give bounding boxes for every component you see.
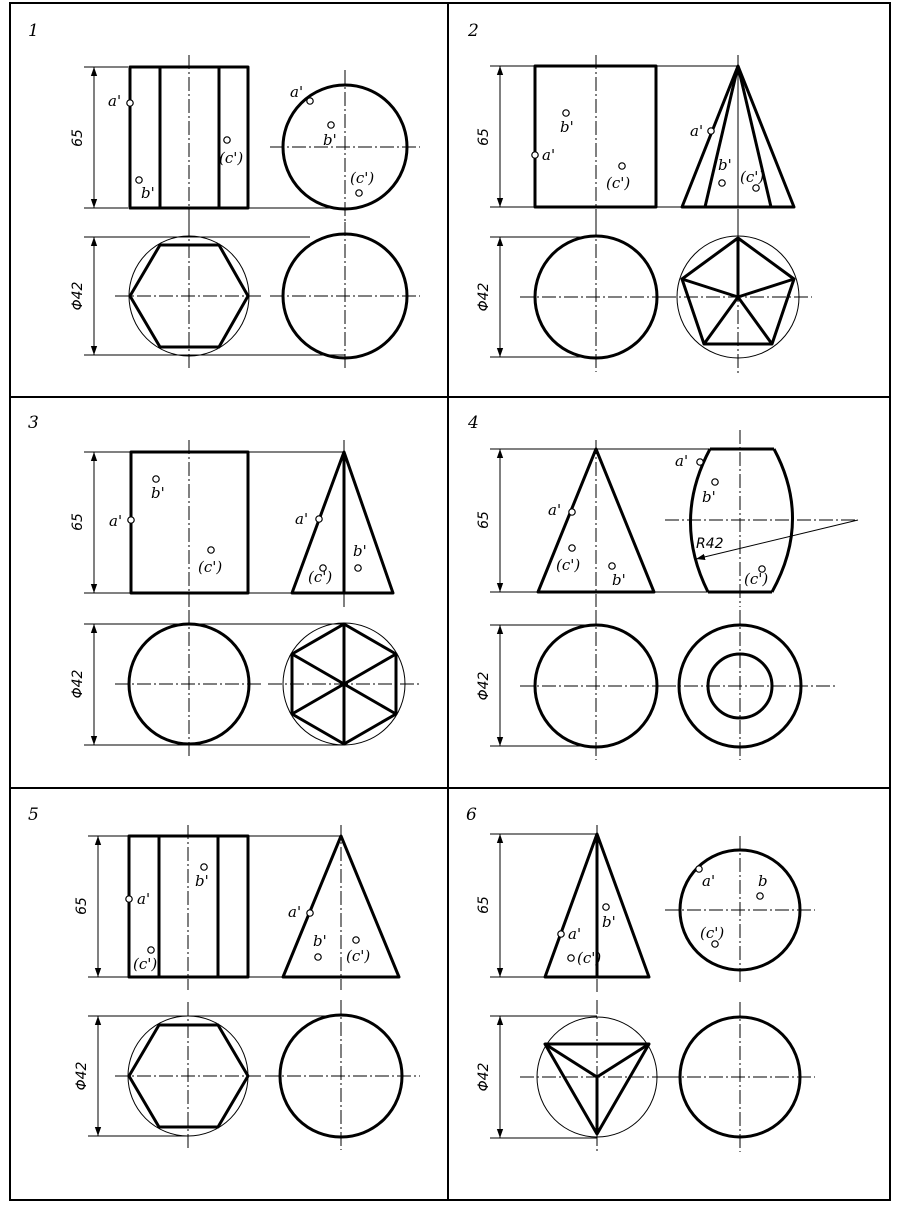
svg-text:65: 65 <box>74 897 90 915</box>
panel-6 <box>466 805 815 1152</box>
top-view-hexagon <box>115 1002 262 1150</box>
point-c <box>569 545 575 551</box>
svg-text:a': a' <box>690 122 704 140</box>
svg-text:a': a' <box>548 501 562 519</box>
panel-number: 4 <box>468 413 479 433</box>
svg-text:b': b' <box>323 131 337 149</box>
panel-1 <box>28 21 420 370</box>
svg-text:(c'): (c') <box>219 149 244 167</box>
svg-text:b': b' <box>718 156 732 174</box>
point-b-sphere <box>757 893 763 899</box>
svg-text:Φ42: Φ42 <box>70 281 86 311</box>
point-c-sphere <box>356 190 362 196</box>
panel-number: 5 <box>28 805 39 825</box>
svg-text:a': a' <box>288 903 302 921</box>
point-b <box>609 563 615 569</box>
panel-3 <box>28 413 420 758</box>
svg-text:(c'): (c') <box>556 556 581 574</box>
svg-text:b': b' <box>602 913 616 931</box>
svg-text:(c'): (c') <box>350 169 375 187</box>
point-b-pyramid <box>355 565 361 571</box>
svg-text:b': b' <box>560 118 574 136</box>
point-c <box>208 547 214 553</box>
svg-text:65: 65 <box>70 129 86 147</box>
svg-text:(c'): (c') <box>346 947 371 965</box>
point-a <box>558 931 564 937</box>
svg-text:(c'): (c') <box>198 558 223 576</box>
point-b-cone <box>315 954 321 960</box>
point-a-sphere <box>307 98 313 104</box>
panel-4 <box>467 413 858 760</box>
svg-text:a': a' <box>675 452 689 470</box>
svg-text:65: 65 <box>476 896 492 914</box>
top-view-hexagon <box>268 623 420 745</box>
svg-text:Φ42: Φ42 <box>74 1061 90 1091</box>
svg-text:a': a' <box>568 925 582 943</box>
svg-text:Φ42: Φ42 <box>476 282 492 312</box>
point-a <box>128 517 134 523</box>
svg-text:b': b' <box>195 872 209 890</box>
svg-text:b: b <box>758 872 768 890</box>
front-view-prism <box>130 55 345 222</box>
front-view-prism <box>129 825 341 990</box>
svg-text:(c'): (c') <box>700 924 725 942</box>
side-view-sphere <box>665 836 815 985</box>
point-a-cone <box>307 910 313 916</box>
svg-text:Φ42: Φ42 <box>70 669 86 699</box>
svg-text:a': a' <box>108 92 122 110</box>
panel-2 <box>467 21 812 375</box>
point-c <box>224 137 230 143</box>
svg-text:b': b' <box>353 542 367 560</box>
point-b-pyramid <box>719 180 725 186</box>
svg-text:R42: R42 <box>696 536 724 552</box>
point-b <box>563 110 569 116</box>
top-view-circle <box>520 222 672 372</box>
panel-5 <box>28 805 420 1150</box>
svg-text:65: 65 <box>476 511 492 529</box>
point-a <box>126 896 132 902</box>
point-a-pyramid <box>708 128 714 134</box>
svg-text:(c'): (c') <box>740 168 765 186</box>
svg-text:65: 65 <box>476 128 492 146</box>
point-a-barrel <box>697 459 703 465</box>
point-a <box>532 152 538 158</box>
svg-text:a': a' <box>290 83 304 101</box>
point-c <box>619 163 625 169</box>
panel-number: 3 <box>28 413 39 433</box>
svg-text:a': a' <box>702 872 716 890</box>
point-a <box>127 100 133 106</box>
svg-text:a': a' <box>295 510 309 528</box>
svg-text:65: 65 <box>70 513 86 531</box>
svg-text:(c'): (c') <box>308 568 333 586</box>
svg-text:a': a' <box>137 890 151 908</box>
svg-text:b': b' <box>702 488 716 506</box>
panel-number: 6 <box>466 805 477 825</box>
point-b <box>136 177 142 183</box>
svg-text:b': b' <box>151 484 165 502</box>
point-b <box>603 904 609 910</box>
panel-number: 2 <box>468 21 479 41</box>
svg-text:Φ42: Φ42 <box>476 671 492 701</box>
point-c <box>148 947 154 953</box>
top-view-circle <box>115 610 262 758</box>
top-view-circle <box>520 610 672 760</box>
svg-text:(c'): (c') <box>133 955 158 973</box>
top-view-sphere <box>270 222 420 370</box>
svg-text:a': a' <box>109 512 123 530</box>
top-view-pentagon <box>662 222 812 375</box>
point-c-cone <box>353 937 359 943</box>
top-view-circle <box>265 1000 420 1150</box>
height-dimension <box>74 836 129 977</box>
svg-text:(c'): (c') <box>606 174 631 192</box>
point-c <box>568 955 574 961</box>
svg-text:a': a' <box>542 146 556 164</box>
svg-text:b': b' <box>141 184 155 202</box>
svg-text:Φ42: Φ42 <box>476 1062 492 1092</box>
top-view-circle <box>665 1002 815 1152</box>
point-b <box>201 864 207 870</box>
point-b-barrel <box>712 479 718 485</box>
svg-text:b': b' <box>612 571 626 589</box>
panel-number: 1 <box>28 21 39 41</box>
svg-text:(c'): (c') <box>744 570 769 588</box>
height-dimension <box>70 67 128 208</box>
top-view-annulus <box>662 610 835 760</box>
svg-text:(c'): (c') <box>577 949 602 967</box>
point-b-sphere <box>328 122 334 128</box>
top-view-hexagon <box>115 222 262 368</box>
point-a-pyramid <box>316 516 322 522</box>
top-view-triangle <box>520 1000 675 1152</box>
height-dimension <box>476 66 535 207</box>
svg-text:b': b' <box>313 932 327 950</box>
point-b <box>153 476 159 482</box>
point-a <box>569 509 575 515</box>
